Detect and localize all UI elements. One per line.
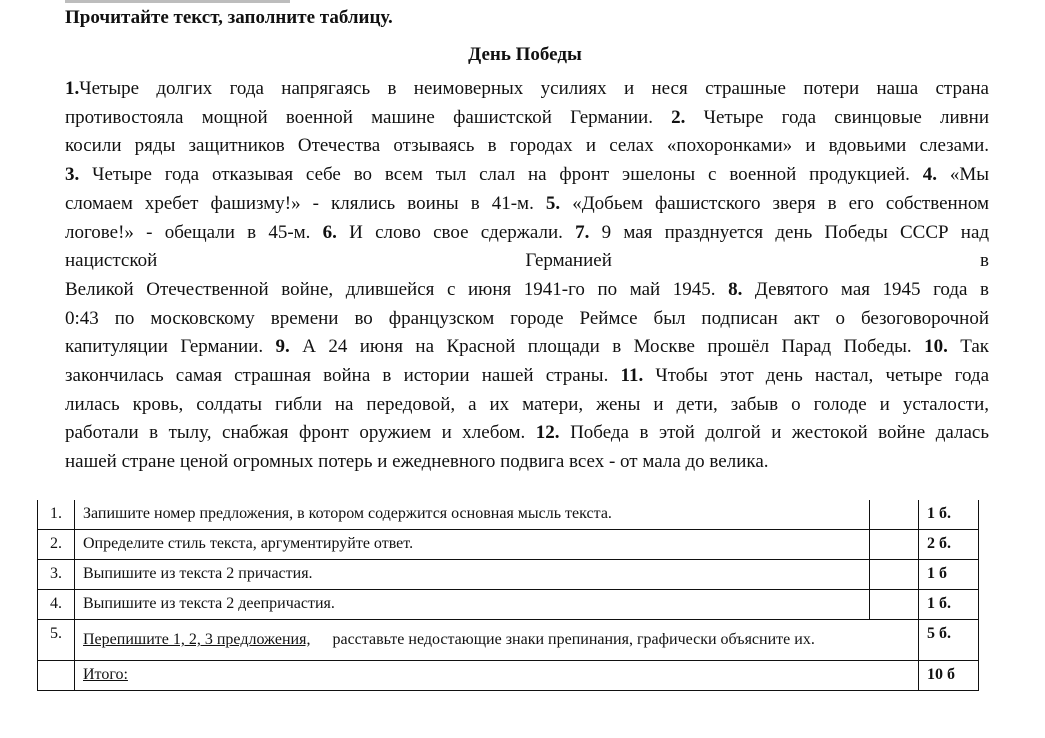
task-points: 5 б. — [919, 620, 979, 661]
task-text: Выпишите из текста 2 причастия. — [75, 560, 870, 590]
task-text — [75, 620, 919, 661]
task-number: 4. — [38, 590, 75, 620]
sentence-number: 8. — [728, 278, 743, 300]
sentence-number: 10. — [924, 336, 948, 358]
sentence-number: 3. — [65, 164, 80, 186]
text-line: 3. Четыре года отказывая себе во всем тыл слал на фронт эшелоны с военной продукцией. 4. «Мы — [65, 164, 990, 186]
task-text-rest: расставьте недостающие знаки препинания, графически объясните их. — [332, 631, 815, 648]
sentence-number: 2. — [671, 106, 686, 128]
task-number: 5. — [38, 620, 75, 661]
task-points: 2 б. — [919, 530, 979, 560]
task-points: 1 б. — [919, 500, 979, 530]
text-line: логове!» - обещали в 45-м. 6. И слово свое сдержали. 7. 9 мая празднуется день Победы СССР над — [65, 221, 990, 243]
sentence-number: 4. — [922, 164, 937, 186]
text-line: косили ряды защитников Отечества отзываясь в городах и селах «похоронками» и вдовьими слезами. — [65, 135, 989, 157]
total-label-cell — [75, 661, 919, 691]
sentence-number: 6. — [322, 221, 337, 243]
instruction-heading: Прочитайте текст, заполните таблицу. — [65, 7, 393, 28]
text-line: закончилась самая страшная война в истории нашей страны. 11. Чтобы этот день настал, четыре года — [65, 365, 990, 387]
table-row-total — [38, 661, 979, 691]
table-row — [38, 590, 979, 620]
task-points: 1 б. — [919, 590, 979, 620]
table-row — [38, 530, 979, 560]
answer-cell[interactable] — [870, 560, 919, 590]
body-text — [65, 75, 989, 477]
answer-cell[interactable] — [870, 500, 919, 530]
sentence-number: 9. — [275, 336, 290, 358]
answer-cell[interactable] — [870, 530, 919, 560]
top-scroll-bar — [65, 0, 290, 3]
table-row — [38, 620, 979, 661]
task-text: Запишите номер предложения, в котором содержится основная мысль текста. — [75, 500, 870, 530]
table-row — [38, 500, 979, 530]
total-points: 10 б — [919, 661, 979, 691]
task-text-underlined: Перепишите 1, 2, 3 предложения, — [83, 631, 311, 648]
text-line: лилась кровь, солдаты гибли на передовой, а их матери, жены и дети, забыв о голоде и усталости, — [65, 393, 989, 415]
text-line: 0:43 по московскому времени во французском городе Реймсе был подписан акт о безоговорочной — [65, 307, 989, 329]
text-line: работали в тылу, снабжая фронт оружием и хлебом. 12. Победа в этой долгой и жестокой войне далась — [65, 422, 990, 444]
text-line: сломаем хребет фашизму!» - клялись воины в 41-м. 5. «Добьем фашистского зверя в его собственном — [65, 192, 990, 214]
task-text: Определите стиль текста, аргументируйте ответ. — [75, 530, 870, 560]
sentence-number: 12. — [535, 422, 560, 444]
sentence-number: 7. — [575, 221, 590, 243]
task-number: 2. — [38, 530, 75, 560]
sentence-number: 5. — [545, 192, 561, 214]
text-line: нашей стране ценой огромных потерь и ежедневного подвига всех - от мала до велика. — [65, 451, 769, 473]
task-number: 1. — [38, 500, 75, 530]
text-line: Великой Отечественной войне, длившейся с июня 1941-го по май 1945. 8. Девятого мая 1945 года в — [65, 278, 990, 300]
table-row — [38, 560, 979, 590]
text-line: капитуляции Германии. 9. А 24 июня на Красной площади в Москве прошёл Парад Победы. 10. Так — [65, 336, 990, 358]
total-label: Итого: — [83, 666, 128, 683]
sentence-number: 11. — [620, 365, 644, 387]
task-text: Выпишите из текста 2 деепричастия. — [75, 590, 870, 620]
text-line: нацистской Германией в — [65, 250, 989, 272]
task-number: 3. — [38, 560, 75, 590]
document-title: День Победы — [468, 44, 582, 65]
text-line: противостояла мощной военной машине фашистской Германии. 2. Четыре года свинцовые ливни — [65, 106, 989, 128]
total-number — [38, 661, 75, 691]
tasks-table — [37, 500, 979, 691]
sentence-number: 1. — [65, 78, 80, 99]
answer-cell[interactable] — [870, 590, 919, 620]
text-line: 1.Четыре долгих года напрягаясь в неимоверных усилиях и неся страшные потери наша страна — [65, 78, 989, 99]
task-points: 1 б — [919, 560, 979, 590]
